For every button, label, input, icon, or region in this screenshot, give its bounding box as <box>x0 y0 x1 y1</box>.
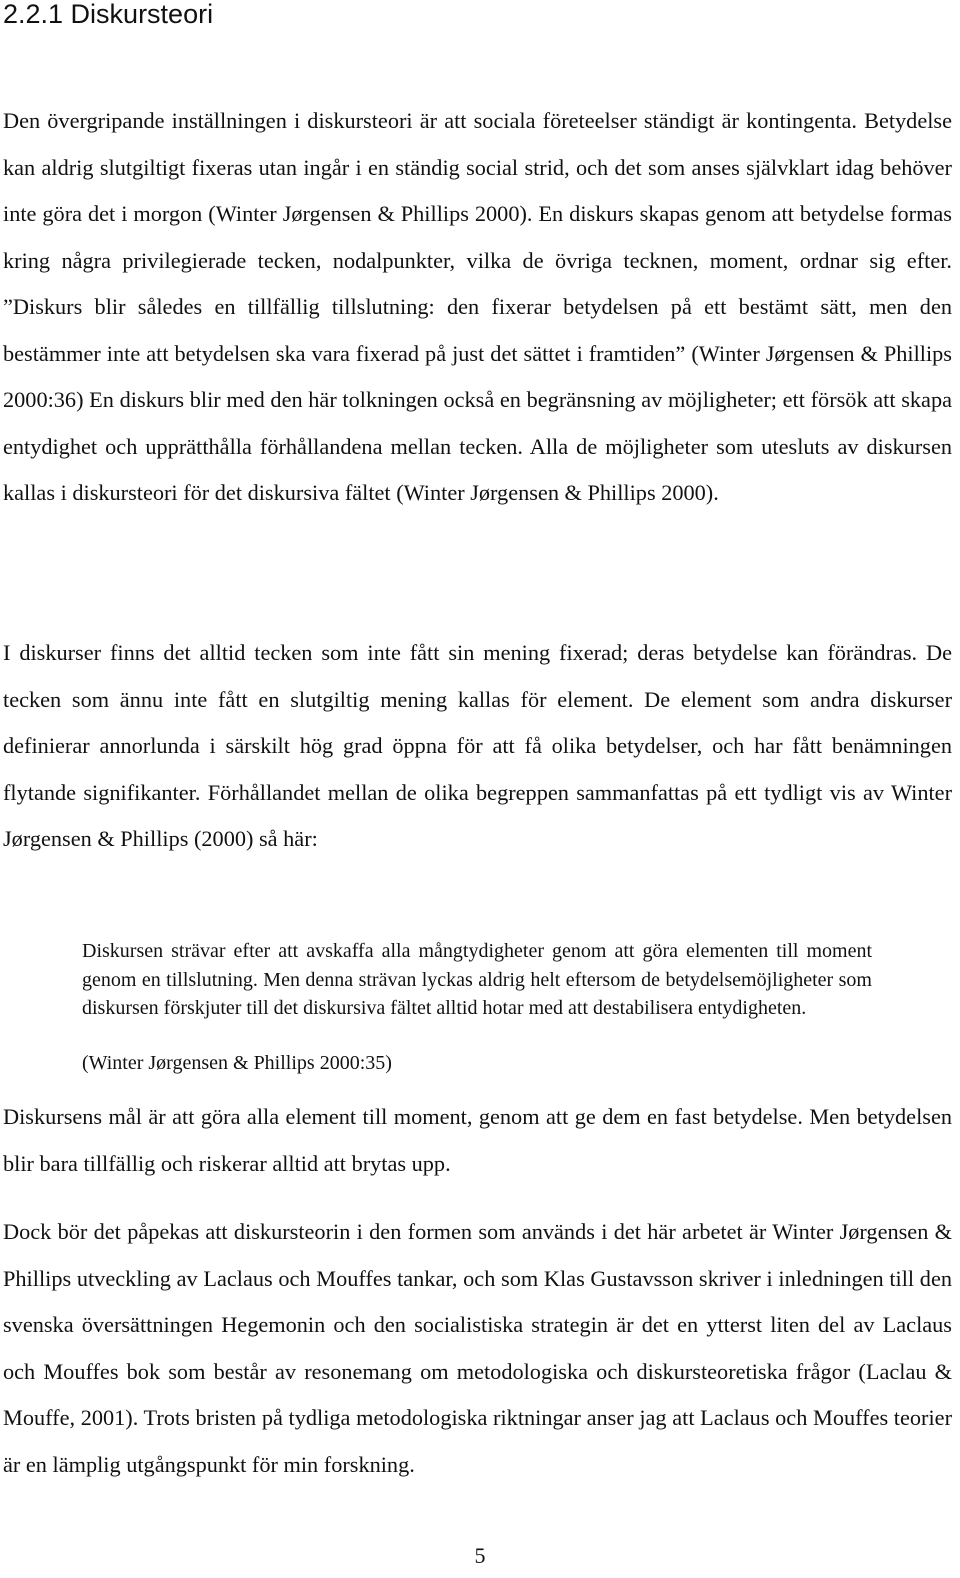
block-quote: Diskursen strävar efter att avskaffa alla mångtydigheter genom att göra elementen till moment genom en tillslutning. Men denna strävan lyckas aldrig helt eftersom de betydelsemöjligheter som diskursen förskjuter till det diskursiva fältet alltid hotar med att destabilisera entydigheten. <box>82 940 872 1019</box>
body-paragraph-4: Dock bör det påpekas att diskursteorin i den formen som används i det här arbetet är Winter Jørgensen & Phillips utveckling av Laclaus och Mouffes tankar, och som Klas Gustavsson skriver i inledningen till den svenska översättningen Hegemonin och den socialistiska strategin är det en ytterst liten del av Laclaus och Mouffes bok som består av resonemang om metodologiska och diskursteoretiska frågor (Laclau & Mouffe, 2001). Trots bristen på tydliga metodologiska riktningar anser jag att Laclaus och Mouffes teorier är en lämplig utgångspunkt för min forskning. <box>3 1219 952 1477</box>
quote-citation: (Winter Jørgensen & Phillips 2000:35) <box>82 1052 392 1074</box>
body-paragraph-3: Diskursens mål är att göra alla element till moment, genom att ge dem en fast betydelse. Men betydelsen blir bara tillfällig och riskerar alltid att brytas upp. <box>3 1104 952 1176</box>
body-paragraph-1: Den övergripande inställningen i diskursteori är att sociala företeelser ständigt är kontingenta. Betydelse kan aldrig slutgiltigt fixeras utan ingår i en ständig social strid, och det som anses självklart idag behöver inte göra det i morgon (Winter Jørgensen & Phillips 2000). En diskurs skapas genom att betydelse formas kring några privilegierade tecken, nodalpunkter, vilka de övriga tecknen, moment, ordnar sig efter. ”Diskurs blir således en tillfällig tillslutning: den fixerar betydelsen på ett bestämt sätt, men den bestämmer inte att betydelsen ska vara fixerad på just det sättet i framtiden” (Winter Jørgensen & Phillips 2000:36) En diskurs blir med den här tolkningen också en begränsning av möjligheter; ett försök att skapa entydighet och upprätthålla förhållandena mellan tecken. Alla de möjligheter som utesluts av diskursen kallas i diskursteori för det diskursiva fältet (Winter Jørgensen & Phillips 2000). <box>3 108 952 505</box>
body-paragraph-2: I diskurser finns det alltid tecken som inte fått sin mening fixerad; deras betydelse kan förändras. De tecken som ännu inte fått en slutgiltig mening kallas för element. De element som andra diskurser definierar annorlunda i särskilt hög grad öppna för att få olika betydelser, och har fått benämningen flytande signifikanter. Förhållandet mellan de olika begreppen sammanfattas på ett tydligt vis av Winter Jørgensen & Phillips (2000) så här: <box>3 640 952 851</box>
section-heading: 2.2.1 Diskursteori <box>3 0 214 29</box>
page-number: 5 <box>474 1543 486 1568</box>
